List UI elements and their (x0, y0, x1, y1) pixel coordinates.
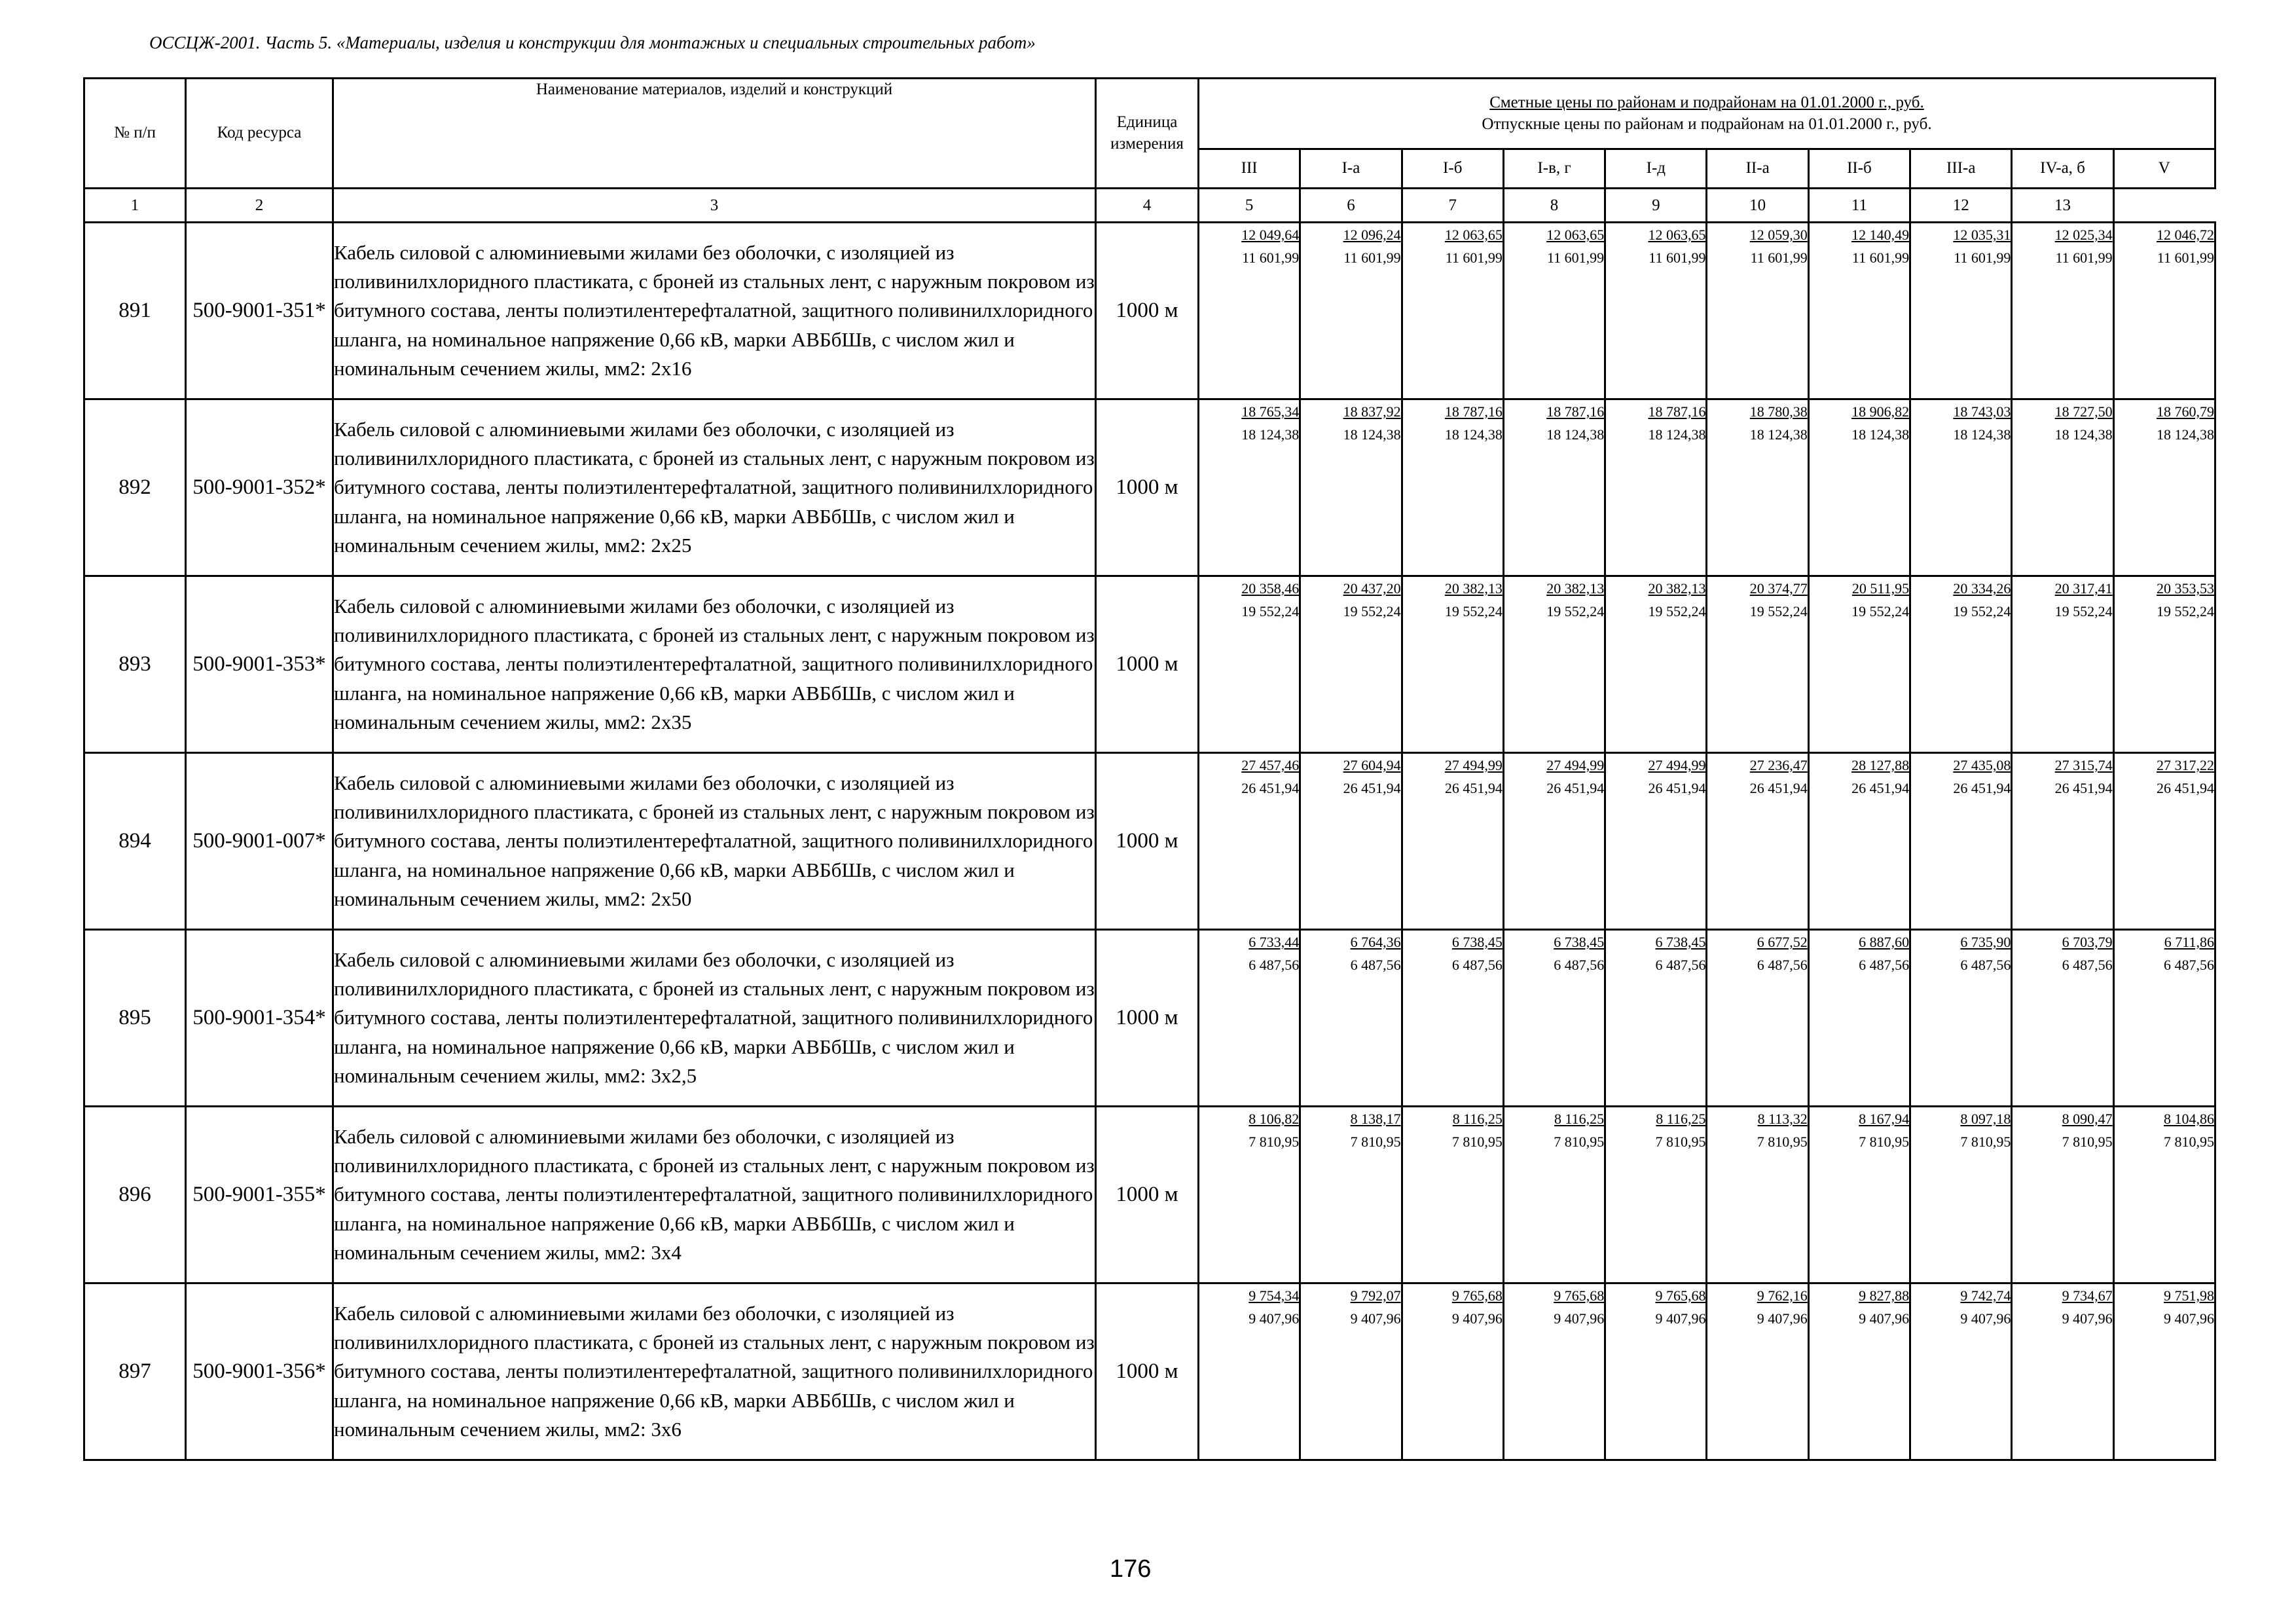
column-number: 5 (1199, 189, 1300, 223)
prices-title-estimate: Сметные цены по районам и подрайонам на 01.01.2000 г., руб. (1489, 94, 1924, 111)
release-price: 6 487,56 (1757, 957, 1808, 974)
prices-title-release: Отпускные цены по районам и подрайонам на 01.01.2000 г., руб. (1482, 115, 1932, 133)
estimate-price: 8 116,25 (1452, 1111, 1503, 1127)
release-price: 7 810,95 (2062, 1134, 2113, 1151)
estimate-price: 18 787,16 (1444, 403, 1503, 420)
release-price: 9 407,96 (1859, 1310, 1910, 1327)
estimate-price: 20 317,41 (2054, 580, 2113, 597)
release-price: 19 552,24 (1648, 603, 1706, 620)
resource-code: 500-9001-355* (186, 1107, 333, 1283)
estimate-price: 8 116,25 (1554, 1111, 1605, 1127)
price-cell (1605, 1107, 1707, 1283)
release-price: 9 407,96 (1960, 1310, 2011, 1327)
estimate-price: 18 780,38 (1749, 403, 1808, 420)
price-cell (1300, 1107, 1402, 1283)
estimate-price: 27 494,99 (1546, 757, 1605, 773)
estimate-price: 18 906,82 (1851, 403, 1910, 420)
price-cell (1707, 399, 1808, 576)
estimate-price: 12 096,24 (1343, 227, 1401, 243)
resource-code: 500-9001-352* (186, 399, 333, 576)
release-price: 11 601,99 (1343, 249, 1401, 267)
price-cell (1503, 930, 1605, 1107)
price-cell (2012, 576, 2113, 753)
measure-unit: 1000 м (1096, 223, 1199, 399)
price-cell (2113, 223, 2215, 399)
price-cell (2113, 399, 2215, 576)
release-price: 18 124,38 (1749, 426, 1808, 443)
column-number: 12 (1910, 189, 2012, 223)
resource-code: 500-9001-353* (186, 576, 333, 753)
release-price: 9 407,96 (1350, 1310, 1401, 1327)
release-price: 11 601,99 (1242, 249, 1300, 267)
release-price: 19 552,24 (1749, 603, 1808, 620)
release-price: 9 407,96 (2163, 1310, 2214, 1327)
release-price: 18 124,38 (2156, 426, 2214, 443)
release-price: 6 487,56 (1960, 957, 2011, 974)
table-row (84, 576, 2215, 753)
price-cell (1605, 223, 1707, 399)
release-price: 6 487,56 (1655, 957, 1706, 974)
price-cell (1808, 1107, 1910, 1283)
release-price: 6 487,56 (1451, 957, 1503, 974)
price-cell (1707, 753, 1808, 930)
release-price: 26 451,94 (1444, 780, 1503, 797)
region-header: III (1199, 149, 1300, 189)
price-cell (1808, 930, 1910, 1107)
price-cell (1503, 399, 1605, 576)
price-cell (1707, 223, 1808, 399)
price-cell (2113, 753, 2215, 930)
release-price: 7 810,95 (1554, 1134, 1605, 1151)
release-price: 19 552,24 (1851, 603, 1910, 620)
release-price: 7 810,95 (1451, 1134, 1503, 1151)
estimate-price: 6 738,45 (1554, 934, 1605, 950)
price-cell (2012, 1107, 2113, 1283)
release-price: 7 810,95 (1655, 1134, 1706, 1151)
measure-unit: 1000 м (1096, 399, 1199, 576)
release-price: 7 810,95 (1859, 1134, 1910, 1151)
estimate-price: 6 703,79 (2062, 934, 2113, 950)
price-cell (1199, 399, 1300, 576)
release-price: 19 552,24 (1241, 603, 1300, 620)
price-cell (1300, 399, 1402, 576)
release-price: 11 601,99 (1547, 249, 1605, 267)
release-price: 18 124,38 (2054, 426, 2113, 443)
estimate-price: 20 511,95 (1851, 580, 1910, 597)
estimate-price: 8 090,47 (2062, 1111, 2113, 1127)
price-cell (1300, 576, 1402, 753)
estimate-price: 12 046,72 (2156, 227, 2214, 243)
price-cell (1300, 930, 1402, 1107)
estimate-price: 20 334,26 (1953, 580, 2011, 597)
release-price: 9 407,96 (1554, 1310, 1605, 1327)
estimate-price: 8 116,25 (1656, 1111, 1706, 1127)
estimate-price: 9 754,34 (1248, 1287, 1300, 1304)
price-cell (2113, 930, 2215, 1107)
header-code: Код ресурса (186, 79, 333, 189)
header-no: № п/п (84, 79, 186, 189)
estimate-price: 20 353,53 (2156, 580, 2214, 597)
estimate-price: 9 827,88 (1859, 1287, 1910, 1304)
estimate-price: 18 765,34 (1241, 403, 1300, 420)
column-number: 6 (1300, 189, 1402, 223)
measure-unit: 1000 м (1096, 753, 1199, 930)
estimate-price: 6 711,86 (2164, 934, 2214, 950)
price-cell (1910, 1107, 2012, 1283)
release-price: 11 601,99 (1750, 249, 1808, 267)
region-header: I-а (1300, 149, 1402, 189)
price-cell (1910, 930, 2012, 1107)
release-price: 11 601,99 (2055, 249, 2113, 267)
material-name: Кабель силовой с алюминиевыми жилами без оболочки, с изоляцией из поливинилхлоридного пластиката, с броней из стальных лент, с наружным покровом из битумного состава, ленты полиэтилентерефталатной, защитного поливинилхлоридного шланга, на номинальное напряжение 0,66 кВ, марки АВБбШв, с числом жил и номинальным сечением жилы, мм2: 3х2,5 (333, 930, 1096, 1107)
estimate-price: 6 738,45 (1451, 934, 1503, 950)
price-cell (1707, 1107, 1808, 1283)
estimate-price: 20 382,13 (1648, 580, 1706, 597)
price-cell (1199, 753, 1300, 930)
table-row (84, 1283, 2215, 1460)
price-cell (2012, 930, 2113, 1107)
price-cell (1199, 1283, 1300, 1460)
release-price: 6 487,56 (1248, 957, 1300, 974)
table-row (84, 1107, 2215, 1283)
row-number: 896 (84, 1107, 186, 1283)
release-price: 19 552,24 (2054, 603, 2113, 620)
release-price: 18 124,38 (1241, 426, 1300, 443)
table-body (84, 223, 2215, 1460)
price-cell (1910, 223, 2012, 399)
material-name: Кабель силовой с алюминиевыми жилами без оболочки, с изоляцией из поливинилхлоридного пластиката, с броней из стальных лент, с наружным покровом из битумного состава, ленты полиэтилентерефталатной, защитного поливинилхлоридного шланга, на номинальное напряжение 0,66 кВ, марки АВБбШв, с числом жил и номинальным сечением жилы, мм2: 3х4 (333, 1107, 1096, 1283)
estimate-price: 9 742,74 (1960, 1287, 2011, 1304)
price-cell (2113, 1107, 2215, 1283)
resource-code: 500-9001-356* (186, 1283, 333, 1460)
estimate-price: 8 113,32 (1757, 1111, 1808, 1127)
estimate-price: 28 127,88 (1851, 757, 1910, 773)
release-price: 26 451,94 (1851, 780, 1910, 797)
release-price: 19 552,24 (1546, 603, 1605, 620)
header-name: Наименование материалов, изделий и конструкций (333, 79, 1096, 189)
price-cell (2113, 1283, 2215, 1460)
release-price: 26 451,94 (1241, 780, 1300, 797)
price-cell (1808, 1283, 1910, 1460)
estimate-price: 27 457,46 (1241, 757, 1300, 773)
price-cell (1605, 576, 1707, 753)
region-header: V (2113, 149, 2215, 189)
price-cell (1402, 576, 1503, 753)
column-number: 3 (333, 189, 1096, 223)
price-cell (1707, 1283, 1808, 1460)
release-price: 11 601,99 (1649, 249, 1706, 267)
estimate-price: 27 604,94 (1343, 757, 1401, 773)
price-cell (1605, 753, 1707, 930)
price-cell (1808, 576, 1910, 753)
release-price: 26 451,94 (1953, 780, 2011, 797)
price-cell (1503, 576, 1605, 753)
region-header: II-б (1808, 149, 1910, 189)
price-cell (1402, 223, 1503, 399)
price-cell (1808, 399, 1910, 576)
price-cell (1707, 930, 1808, 1107)
price-cell (1910, 399, 2012, 576)
release-price: 26 451,94 (2156, 780, 2214, 797)
column-number: 1 (84, 189, 186, 223)
estimate-price: 18 760,79 (2156, 403, 2214, 420)
resource-code: 500-9001-007* (186, 753, 333, 930)
estimate-price: 27 315,74 (2054, 757, 2113, 773)
price-cell (1605, 399, 1707, 576)
resource-code: 500-9001-351* (186, 223, 333, 399)
measure-unit: 1000 м (1096, 1283, 1199, 1460)
price-cell (2113, 576, 2215, 753)
document-header: ОССЦЖ-2001. Часть 5. «Материалы, изделия и конструкции для монтажных и специальных строительных работ» (149, 33, 1036, 52)
price-cell (1605, 930, 1707, 1107)
material-name: Кабель силовой с алюминиевыми жилами без оболочки, с изоляцией из поливинилхлоридного пластиката, с броней из стальных лент, с наружным покровом из битумного состава, ленты полиэтилентерефталатной, защитного поливинилхлоридного шланга, на номинальное напряжение 0,66 кВ, марки АВБбШв, с числом жил и номинальным сечением жилы, мм2: 2х25 (333, 399, 1096, 576)
material-name: Кабель силовой с алюминиевыми жилами без оболочки, с изоляцией из поливинилхлоридного пластиката, с броней из стальных лент, с наружным покровом из битумного состава, ленты полиэтилентерефталатной, защитного поливинилхлоридного шланга, на номинальное напряжение 0,66 кВ, марки АВБбШв, с числом жил и номинальным сечением жилы, мм2: 2х50 (333, 753, 1096, 930)
price-cell (1910, 576, 2012, 753)
column-number: 9 (1605, 189, 1707, 223)
estimate-price: 27 317,22 (2156, 757, 2214, 773)
release-price: 6 487,56 (1554, 957, 1605, 974)
price-cell (1402, 1283, 1503, 1460)
region-header: III-а (1910, 149, 2012, 189)
price-cell (2012, 399, 2113, 576)
price-cell (2012, 1283, 2113, 1460)
estimate-price: 12 063,65 (1648, 227, 1706, 243)
price-cell (1605, 1283, 1707, 1460)
estimate-price: 6 764,36 (1350, 934, 1401, 950)
release-price: 26 451,94 (1648, 780, 1706, 797)
estimate-price: 18 787,16 (1648, 403, 1706, 420)
estimate-price: 8 106,82 (1248, 1111, 1300, 1127)
estimate-price: 18 787,16 (1546, 403, 1605, 420)
estimate-price: 12 025,34 (2054, 227, 2113, 243)
price-cell (1300, 753, 1402, 930)
release-price: 9 407,96 (1248, 1310, 1300, 1327)
estimate-price: 6 738,45 (1655, 934, 1706, 950)
estimate-price: 8 097,18 (1960, 1111, 2011, 1127)
estimate-price: 12 035,31 (1953, 227, 2011, 243)
release-price: 6 487,56 (2062, 957, 2113, 974)
release-price: 6 487,56 (1859, 957, 1910, 974)
estimate-price: 6 733,44 (1248, 934, 1300, 950)
estimate-price: 9 765,68 (1554, 1287, 1605, 1304)
row-number: 895 (84, 930, 186, 1107)
release-price: 19 552,24 (2156, 603, 2214, 620)
table-row (84, 399, 2215, 576)
price-cell (1199, 223, 1300, 399)
estimate-price: 27 236,47 (1749, 757, 1808, 773)
price-cell (1910, 1283, 2012, 1460)
release-price: 26 451,94 (1343, 780, 1401, 797)
price-cell (1402, 753, 1503, 930)
measure-unit: 1000 м (1096, 930, 1199, 1107)
price-cell (1808, 223, 1910, 399)
price-cell (1300, 1283, 1402, 1460)
estimate-price: 27 494,99 (1648, 757, 1706, 773)
region-header: I-д (1605, 149, 1707, 189)
release-price: 19 552,24 (1953, 603, 2011, 620)
price-cell (1402, 1107, 1503, 1283)
row-number: 897 (84, 1283, 186, 1460)
estimate-price: 20 358,46 (1241, 580, 1300, 597)
estimate-price: 6 735,90 (1960, 934, 2011, 950)
estimate-price: 6 677,52 (1757, 934, 1808, 950)
release-price: 7 810,95 (1350, 1134, 1401, 1151)
release-price: 18 124,38 (1851, 426, 1910, 443)
estimate-price: 9 734,67 (2062, 1287, 2113, 1304)
release-price: 7 810,95 (2163, 1134, 2214, 1151)
release-price: 11 601,99 (1445, 249, 1503, 267)
release-price: 18 124,38 (1953, 426, 2011, 443)
price-cell (1503, 223, 1605, 399)
estimate-price: 9 765,68 (1451, 1287, 1503, 1304)
release-price: 9 407,96 (1655, 1310, 1706, 1327)
price-cell (1503, 1107, 1605, 1283)
row-number: 894 (84, 753, 186, 930)
price-cell (2012, 753, 2113, 930)
column-number: 4 (1096, 189, 1199, 223)
estimate-price: 8 138,17 (1350, 1111, 1401, 1127)
estimate-price: 27 494,99 (1444, 757, 1503, 773)
release-price: 11 601,99 (2157, 249, 2214, 267)
release-price: 7 810,95 (1757, 1134, 1808, 1151)
material-name: Кабель силовой с алюминиевыми жилами без оболочки, с изоляцией из поливинилхлоридного пластиката, с броней из стальных лент, с наружным покровом из битумного состава, ленты полиэтилентерефталатной, защитного поливинилхлоридного шланга, на номинальное напряжение 0,66 кВ, марки АВБбШв, с числом жил и номинальным сечением жилы, мм2: 2х35 (333, 576, 1096, 753)
release-price: 19 552,24 (1444, 603, 1503, 620)
release-price: 18 124,38 (1648, 426, 1706, 443)
estimate-price: 20 382,13 (1444, 580, 1503, 597)
table-row (84, 753, 2215, 930)
release-price: 7 810,95 (1248, 1134, 1300, 1151)
region-header: I-б (1402, 149, 1503, 189)
column-number: 13 (2012, 189, 2113, 223)
price-cell (1402, 930, 1503, 1107)
release-price: 19 552,24 (1343, 603, 1401, 620)
estimate-price: 9 762,16 (1757, 1287, 1808, 1304)
row-number: 892 (84, 399, 186, 576)
header-unit: Единица измерения (1096, 79, 1199, 189)
estimate-price: 9 751,98 (2163, 1287, 2214, 1304)
release-price: 9 407,96 (1757, 1310, 1808, 1327)
release-price: 9 407,96 (2062, 1310, 2113, 1327)
price-table (83, 77, 2216, 1461)
header-prices (1199, 79, 2215, 149)
price-cell (1910, 753, 2012, 930)
column-number: 7 (1402, 189, 1503, 223)
price-cell (1199, 1107, 1300, 1283)
release-price: 26 451,94 (1546, 780, 1605, 797)
price-cell (1707, 576, 1808, 753)
price-cell (1300, 223, 1402, 399)
estimate-price: 6 887,60 (1859, 934, 1910, 950)
price-cell (2012, 223, 2113, 399)
estimate-price: 18 837,92 (1343, 403, 1401, 420)
region-header: I-в, г (1503, 149, 1605, 189)
measure-unit: 1000 м (1096, 1107, 1199, 1283)
region-header: IV-а, б (2012, 149, 2113, 189)
estimate-price: 12 063,65 (1444, 227, 1503, 243)
estimate-price: 18 727,50 (2054, 403, 2113, 420)
release-price: 18 124,38 (1444, 426, 1503, 443)
release-price: 26 451,94 (1749, 780, 1808, 797)
release-price: 9 407,96 (1451, 1310, 1503, 1327)
estimate-price: 9 792,07 (1350, 1287, 1401, 1304)
material-name: Кабель силовой с алюминиевыми жилами без оболочки, с изоляцией из поливинилхлоридного пластиката, с броней из стальных лент, с наружным покровом из битумного состава, ленты полиэтилентерефталатной, защитного поливинилхлоридного шланга, на номинальное напряжение 0,66 кВ, марки АВБбШв, с числом жил и номинальным сечением жилы, мм2: 2х16 (333, 223, 1096, 399)
release-price: 11 601,99 (1954, 249, 2011, 267)
column-number: 10 (1707, 189, 1808, 223)
column-number: 8 (1503, 189, 1605, 223)
column-number: 2 (186, 189, 333, 223)
release-price: 18 124,38 (1546, 426, 1605, 443)
release-price: 11 601,99 (1851, 249, 1910, 267)
resource-code: 500-9001-354* (186, 930, 333, 1107)
estimate-price: 20 374,77 (1749, 580, 1808, 597)
material-name: Кабель силовой с алюминиевыми жилами без оболочки, с изоляцией из поливинилхлоридного пластиката, с броней из стальных лент, с наружным покровом из битумного состава, ленты полиэтилентерефталатной, защитного поливинилхлоридного шланга, на номинальное напряжение 0,66 кВ, марки АВБбШв, с числом жил и номинальным сечением жилы, мм2: 3х6 (333, 1283, 1096, 1460)
column-number-row (84, 189, 2215, 223)
estimate-price: 12 140,49 (1851, 227, 1910, 243)
price-cell (1199, 576, 1300, 753)
release-price: 7 810,95 (1960, 1134, 2011, 1151)
estimate-price: 20 437,20 (1343, 580, 1401, 597)
region-header: II-а (1707, 149, 1808, 189)
estimate-price: 8 167,94 (1859, 1111, 1910, 1127)
price-cell (1503, 1283, 1605, 1460)
estimate-price: 9 765,68 (1655, 1287, 1706, 1304)
row-number: 891 (84, 223, 186, 399)
estimate-price: 20 382,13 (1546, 580, 1605, 597)
column-number: 11 (1808, 189, 1910, 223)
release-price: 6 487,56 (1350, 957, 1401, 974)
release-price: 26 451,94 (2054, 780, 2113, 797)
estimate-price: 27 435,08 (1953, 757, 2011, 773)
release-price: 6 487,56 (2163, 957, 2214, 974)
measure-unit: 1000 м (1096, 576, 1199, 753)
estimate-price: 12 063,65 (1546, 227, 1605, 243)
release-price: 18 124,38 (1343, 426, 1401, 443)
price-cell (1402, 399, 1503, 576)
page-number: 176 (1110, 1555, 1152, 1583)
table-row (84, 930, 2215, 1107)
estimate-price: 18 743,03 (1953, 403, 2011, 420)
estimate-price: 12 059,30 (1749, 227, 1808, 243)
estimate-price: 12 049,64 (1241, 227, 1300, 243)
table-row (84, 223, 2215, 399)
price-cell (1808, 753, 1910, 930)
price-cell (1199, 930, 1300, 1107)
row-number: 893 (84, 576, 186, 753)
estimate-price: 8 104,86 (2163, 1111, 2214, 1127)
price-cell (1503, 753, 1605, 930)
